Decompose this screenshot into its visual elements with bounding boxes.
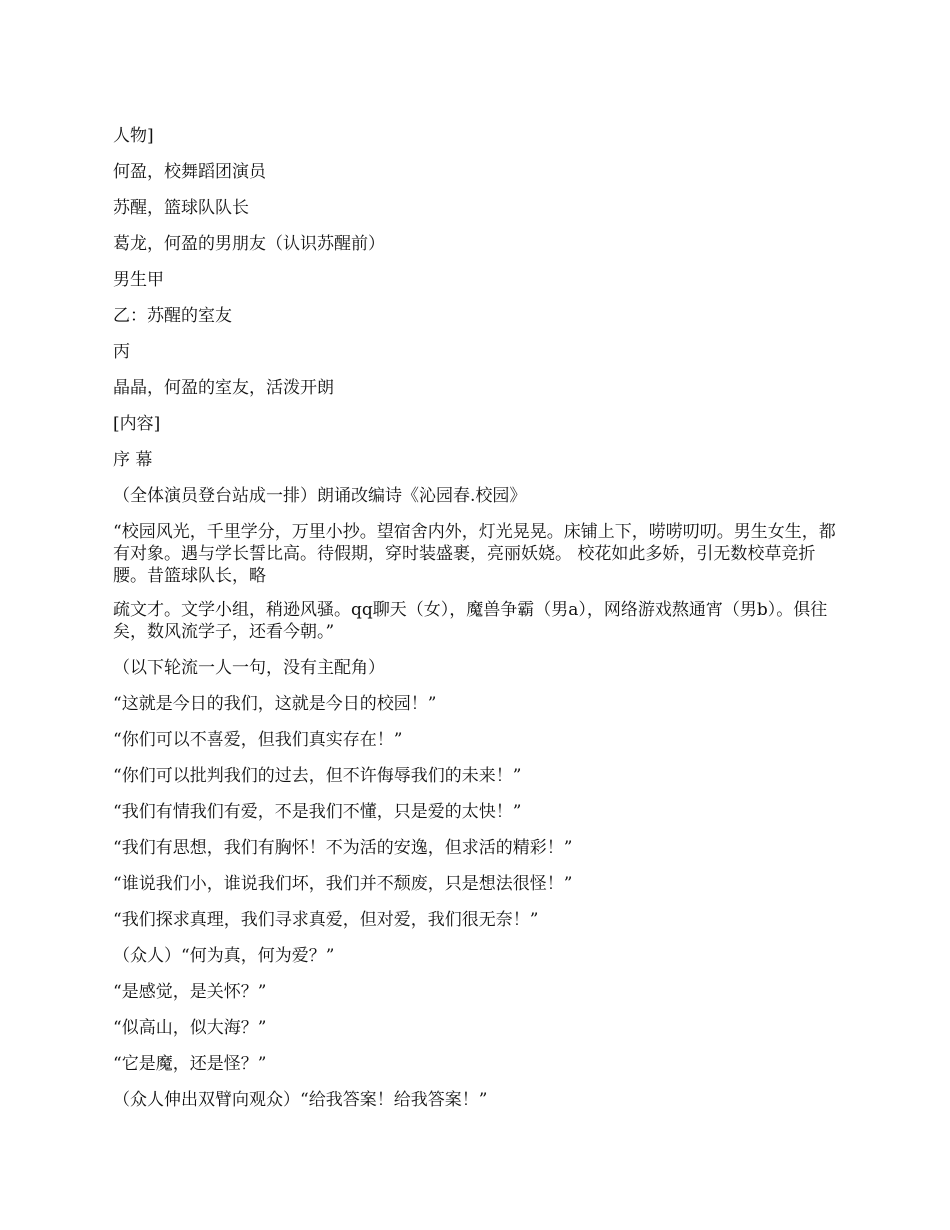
paragraph-line-12: （众人伸出双臂向观众）“给我答案！给我答案！” — [113, 1090, 488, 1110]
paragraph-character-su-xing: 苏醒，篮球队队长 — [113, 198, 249, 218]
paragraph-character-boy-b: 乙：苏醒的室友 — [113, 306, 232, 326]
paragraph-prologue-heading: 序 幕 — [113, 450, 153, 470]
paragraph-stage-direction: （全体演员登台站成一排）朗诵改编诗《沁园春.校园》 — [113, 486, 527, 506]
paragraph-character-ge-long: 葛龙，何盈的男朋友（认识苏醒前） — [113, 234, 385, 254]
paragraph-character-boy-c: 丙 — [113, 342, 130, 362]
paragraph-line-11: “它是魔，还是怪？” — [113, 1054, 267, 1074]
paragraph-character-jingjing: 晶晶，何盈的室友，活泼开朗 — [113, 378, 334, 398]
paragraph-line-8: （众人）“何为真，何为爱？” — [113, 946, 335, 966]
paragraph-line-2: “你们可以不喜爱，但我们真实存在！” — [113, 730, 403, 750]
paragraph-rotation-direction: （以下轮流一人一句，没有主配角） — [113, 658, 385, 678]
paragraph-characters-heading: 人物] — [113, 126, 154, 146]
paragraph-line-5: “我们有思想，我们有胸怀！不为活的安逸，但求活的精彩！” — [113, 838, 573, 858]
paragraph-line-6: “谁说我们小，谁说我们坏，我们并不颓废，只是想法很怪！” — [113, 874, 573, 894]
paragraph-line-1: “这就是今日的我们，这就是今日的校园！” — [113, 694, 437, 714]
paragraph-line-3: “你们可以批判我们的过去，但不许侮辱我们的未来！” — [113, 766, 522, 786]
paragraph-line-10: “似高山，似大海？” — [113, 1018, 267, 1038]
paragraph-character-boy-a: 男生甲 — [113, 270, 164, 290]
paragraph-line-9: “是感觉，是关怀？” — [113, 982, 267, 1002]
paragraph-line-4: “我们有情我们有爱，不是我们不懂，只是爱的太快！” — [113, 802, 522, 822]
document-body — [113, 125, 838, 1125]
paragraph-content-heading: [内容] — [113, 414, 161, 434]
paragraph-poem-part-2: 疏文才。文学小组，稍逊风骚。qq聊天（女），魔兽争霸（男a），网络游戏熬通宵（男b）。俱往矣，数风流学子，还看今朝。” — [113, 600, 828, 642]
paragraph-poem-part-1: “校园风光，千里学分，万里小抄。望宿舍内外，灯光晃晃。床铺上下，唠唠叨叨。男生女生，都有对象。遇与学长誓比高。待假期，穿时装盛裹，亮丽妖娆。 校花如此多娇，引无数校草竞折腰。昔篮球队长，略 — [113, 522, 836, 586]
paragraph-line-7: “我们探求真理，我们寻求真爱，但对爱，我们很无奈！” — [113, 910, 539, 930]
paragraph-character-he-ying: 何盈，校舞蹈团演员 — [113, 162, 266, 182]
